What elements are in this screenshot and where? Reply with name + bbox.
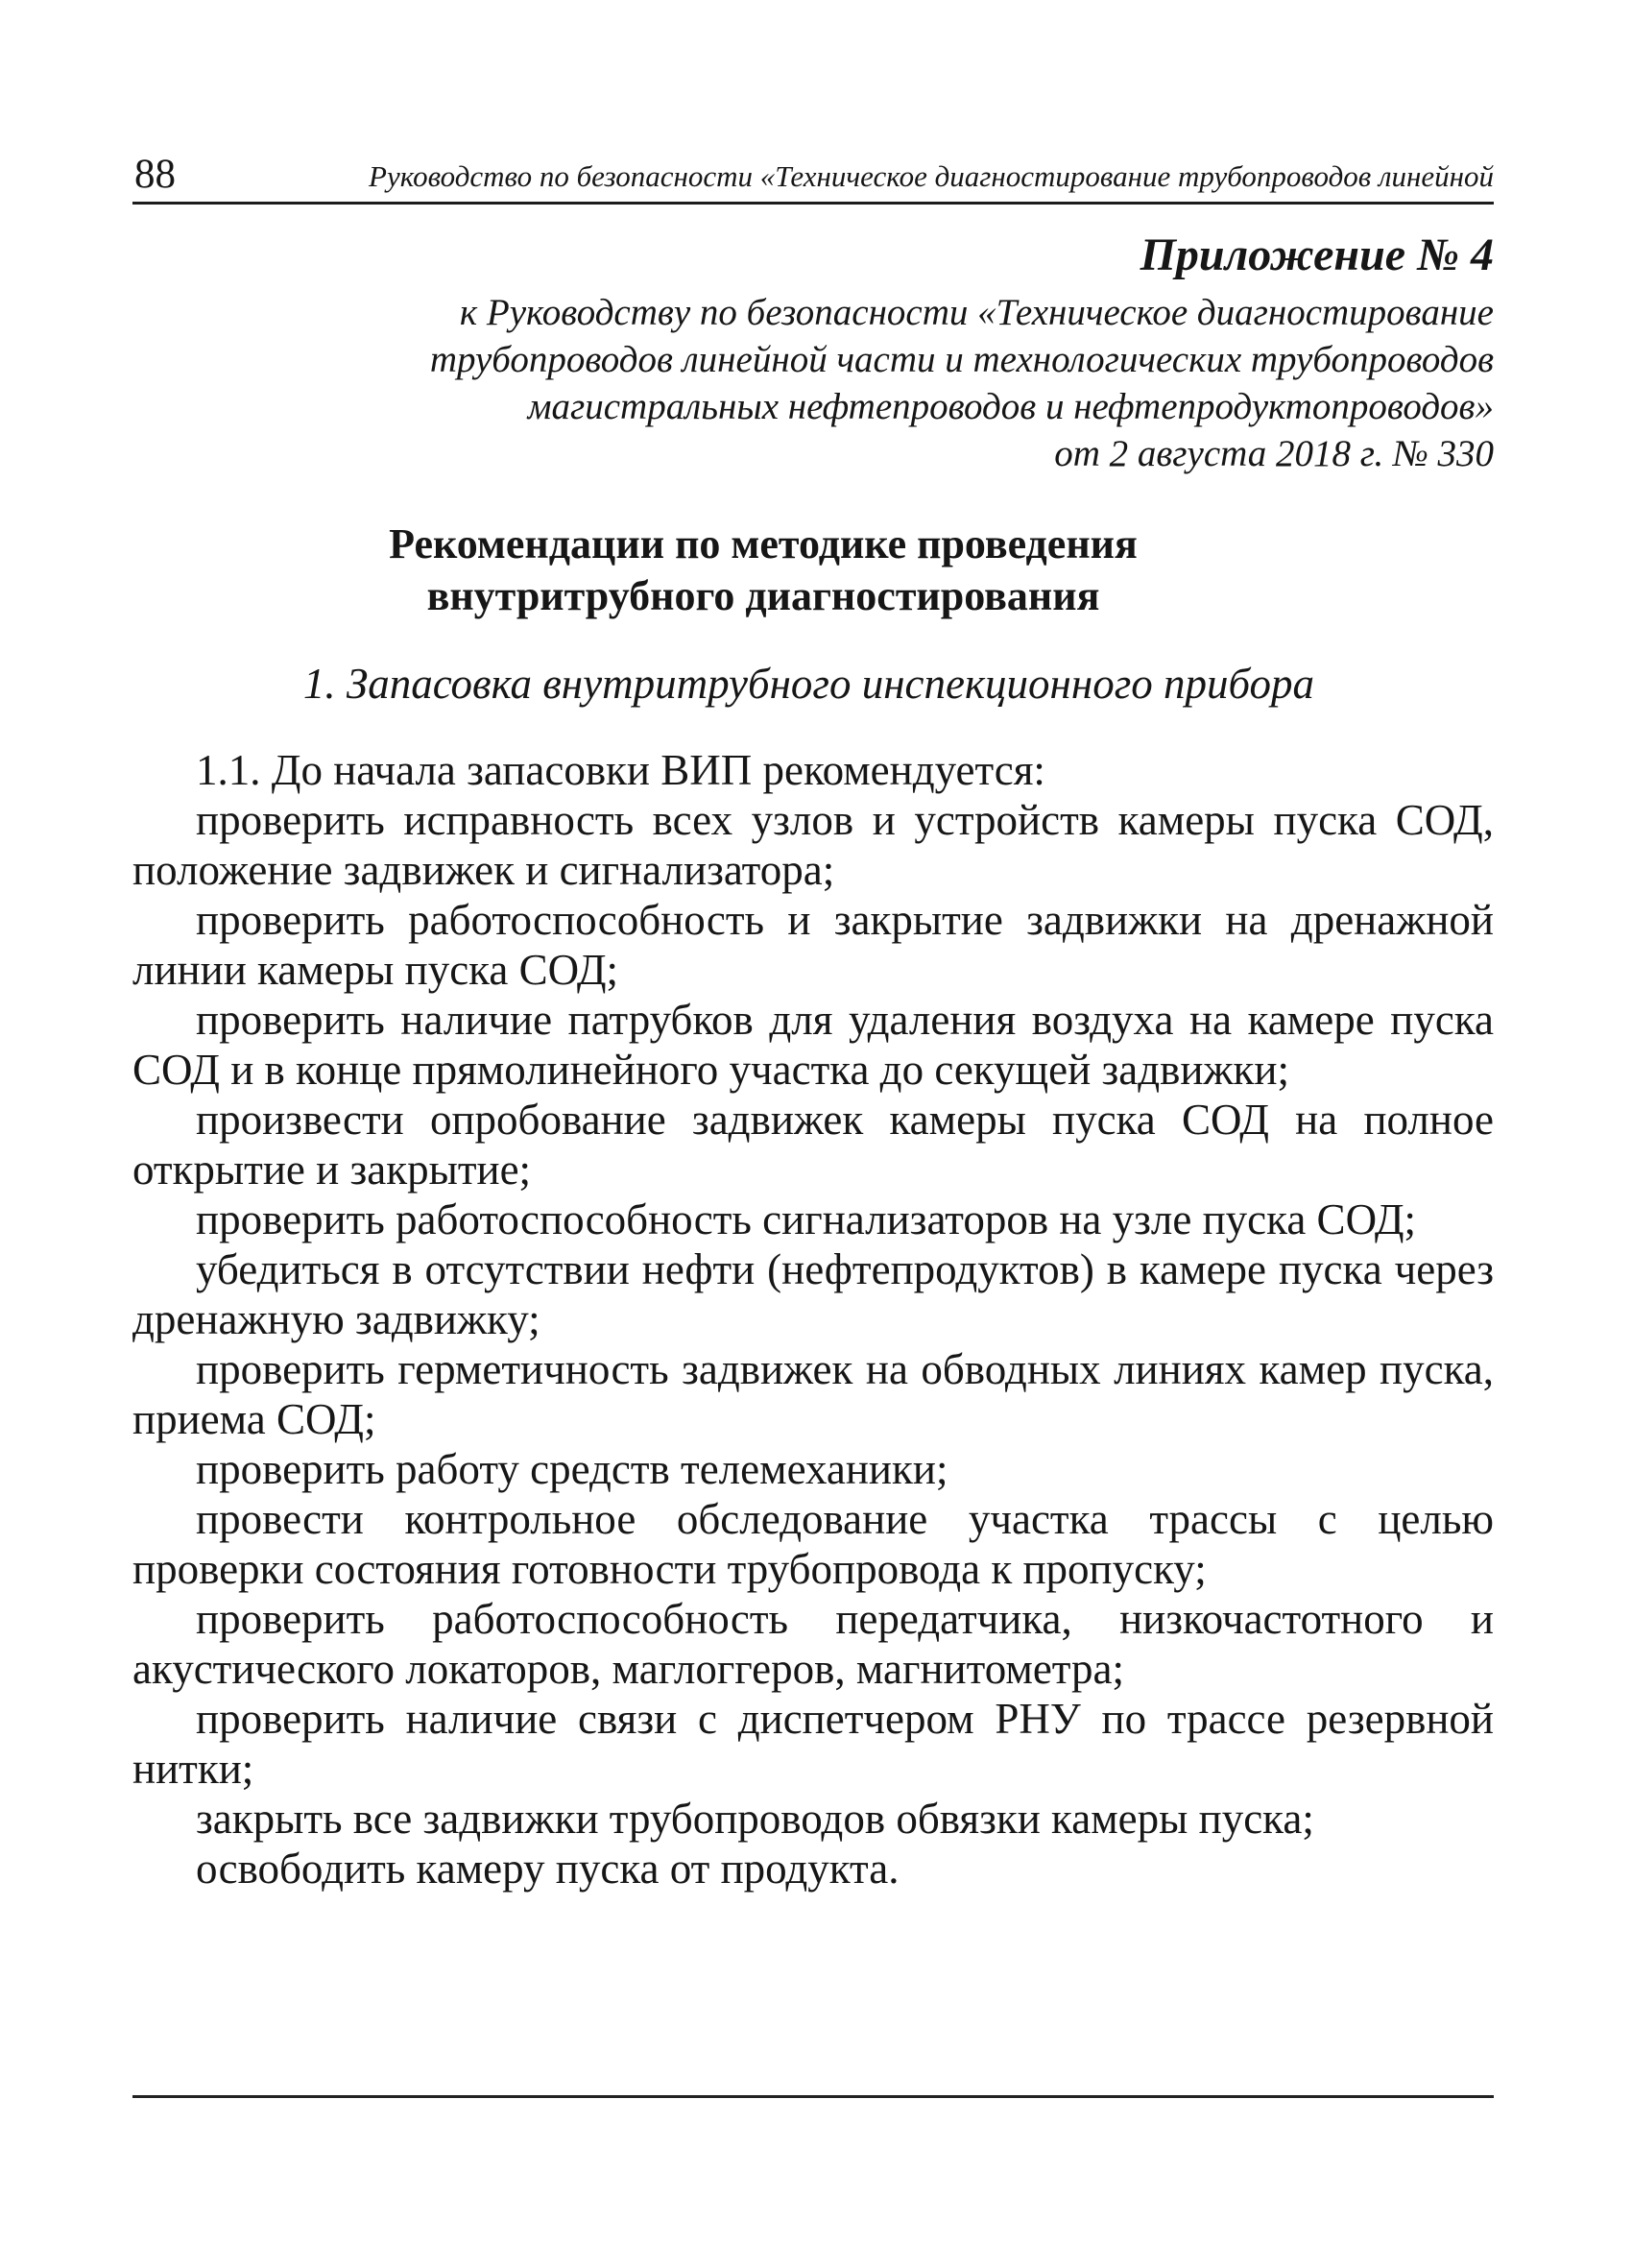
list-item: провести контрольное обследование участка трассы с целью проверки состояния готовности трубопровода к пропуску;	[132, 1495, 1494, 1593]
running-header	[132, 152, 1494, 205]
bottom-divider	[132, 2095, 1494, 2098]
list-item: проверить работоспособность сигнализаторов на узле пуска СОД;	[196, 1195, 1417, 1243]
section-heading: 1. Запасовка внутритрубного инспекционного прибора	[302, 660, 1315, 708]
list-item: проверить исправность всех узлов и устройств камеры пуска СОД, положение задвижек и сигнализатора;	[132, 796, 1494, 894]
appendix-line: магистральных нефтепроводов и нефтепродуктопроводов»	[527, 385, 1494, 427]
list-item: освободить камеру пуска от продукта.	[196, 1845, 900, 1893]
body-text	[132, 745, 1494, 1894]
list-item: проверить работоспособность передатчика, низкочастотного и акустического локаторов, маглоггеров, магнитометра;	[132, 1595, 1494, 1693]
list-item: проверить наличие патрубков для удаления воздуха на камере пуска СОД и в конце прямолинейного участка до секущей задвижки;	[132, 996, 1494, 1094]
appendix-line: к Руководству по безопасности «Техническое диагностирование	[459, 291, 1494, 333]
list-item: проверить работоспособность и закрытие задвижки на дренажной линии камеры пуска СОД;	[132, 896, 1494, 994]
page-number: 88	[134, 152, 176, 197]
document-title: Рекомендации по методике проведения внутритрубного диагностирования	[389, 520, 1138, 619]
running-title: Руководство по безопасности «Техническое диагностирование трубопроводов линейной	[369, 159, 1494, 193]
list-item: проверить работу средств телемеханики;	[196, 1445, 948, 1493]
appendix-block	[211, 230, 1494, 477]
appendix-title: Приложение № 4	[1140, 229, 1494, 280]
list-item: проверить наличие связи с диспетчером РНУ по трассе резервной нитки;	[132, 1695, 1494, 1793]
appendix-line: трубопроводов линейной части и технологических трубопроводов	[429, 338, 1494, 380]
paragraph: 1.1. До начала запасовки ВИП рекомендуется:	[196, 746, 1045, 794]
list-item: закрыть все задвижки трубопроводов обвязки камеры пуска;	[196, 1795, 1314, 1843]
list-item: убедиться в отсутствии нефти (нефтепродуктов) в камере пуска через дренажную задвижку;	[132, 1245, 1494, 1343]
appendix-line: от 2 августа 2018 г. № 330	[1054, 432, 1494, 474]
list-item: проверить герметичность задвижек на обводных линиях камер пуска, приема СОД;	[132, 1345, 1494, 1443]
list-item: произвести опробование задвижек камеры пуска СОД на полное открытие и закрытие;	[132, 1096, 1494, 1194]
